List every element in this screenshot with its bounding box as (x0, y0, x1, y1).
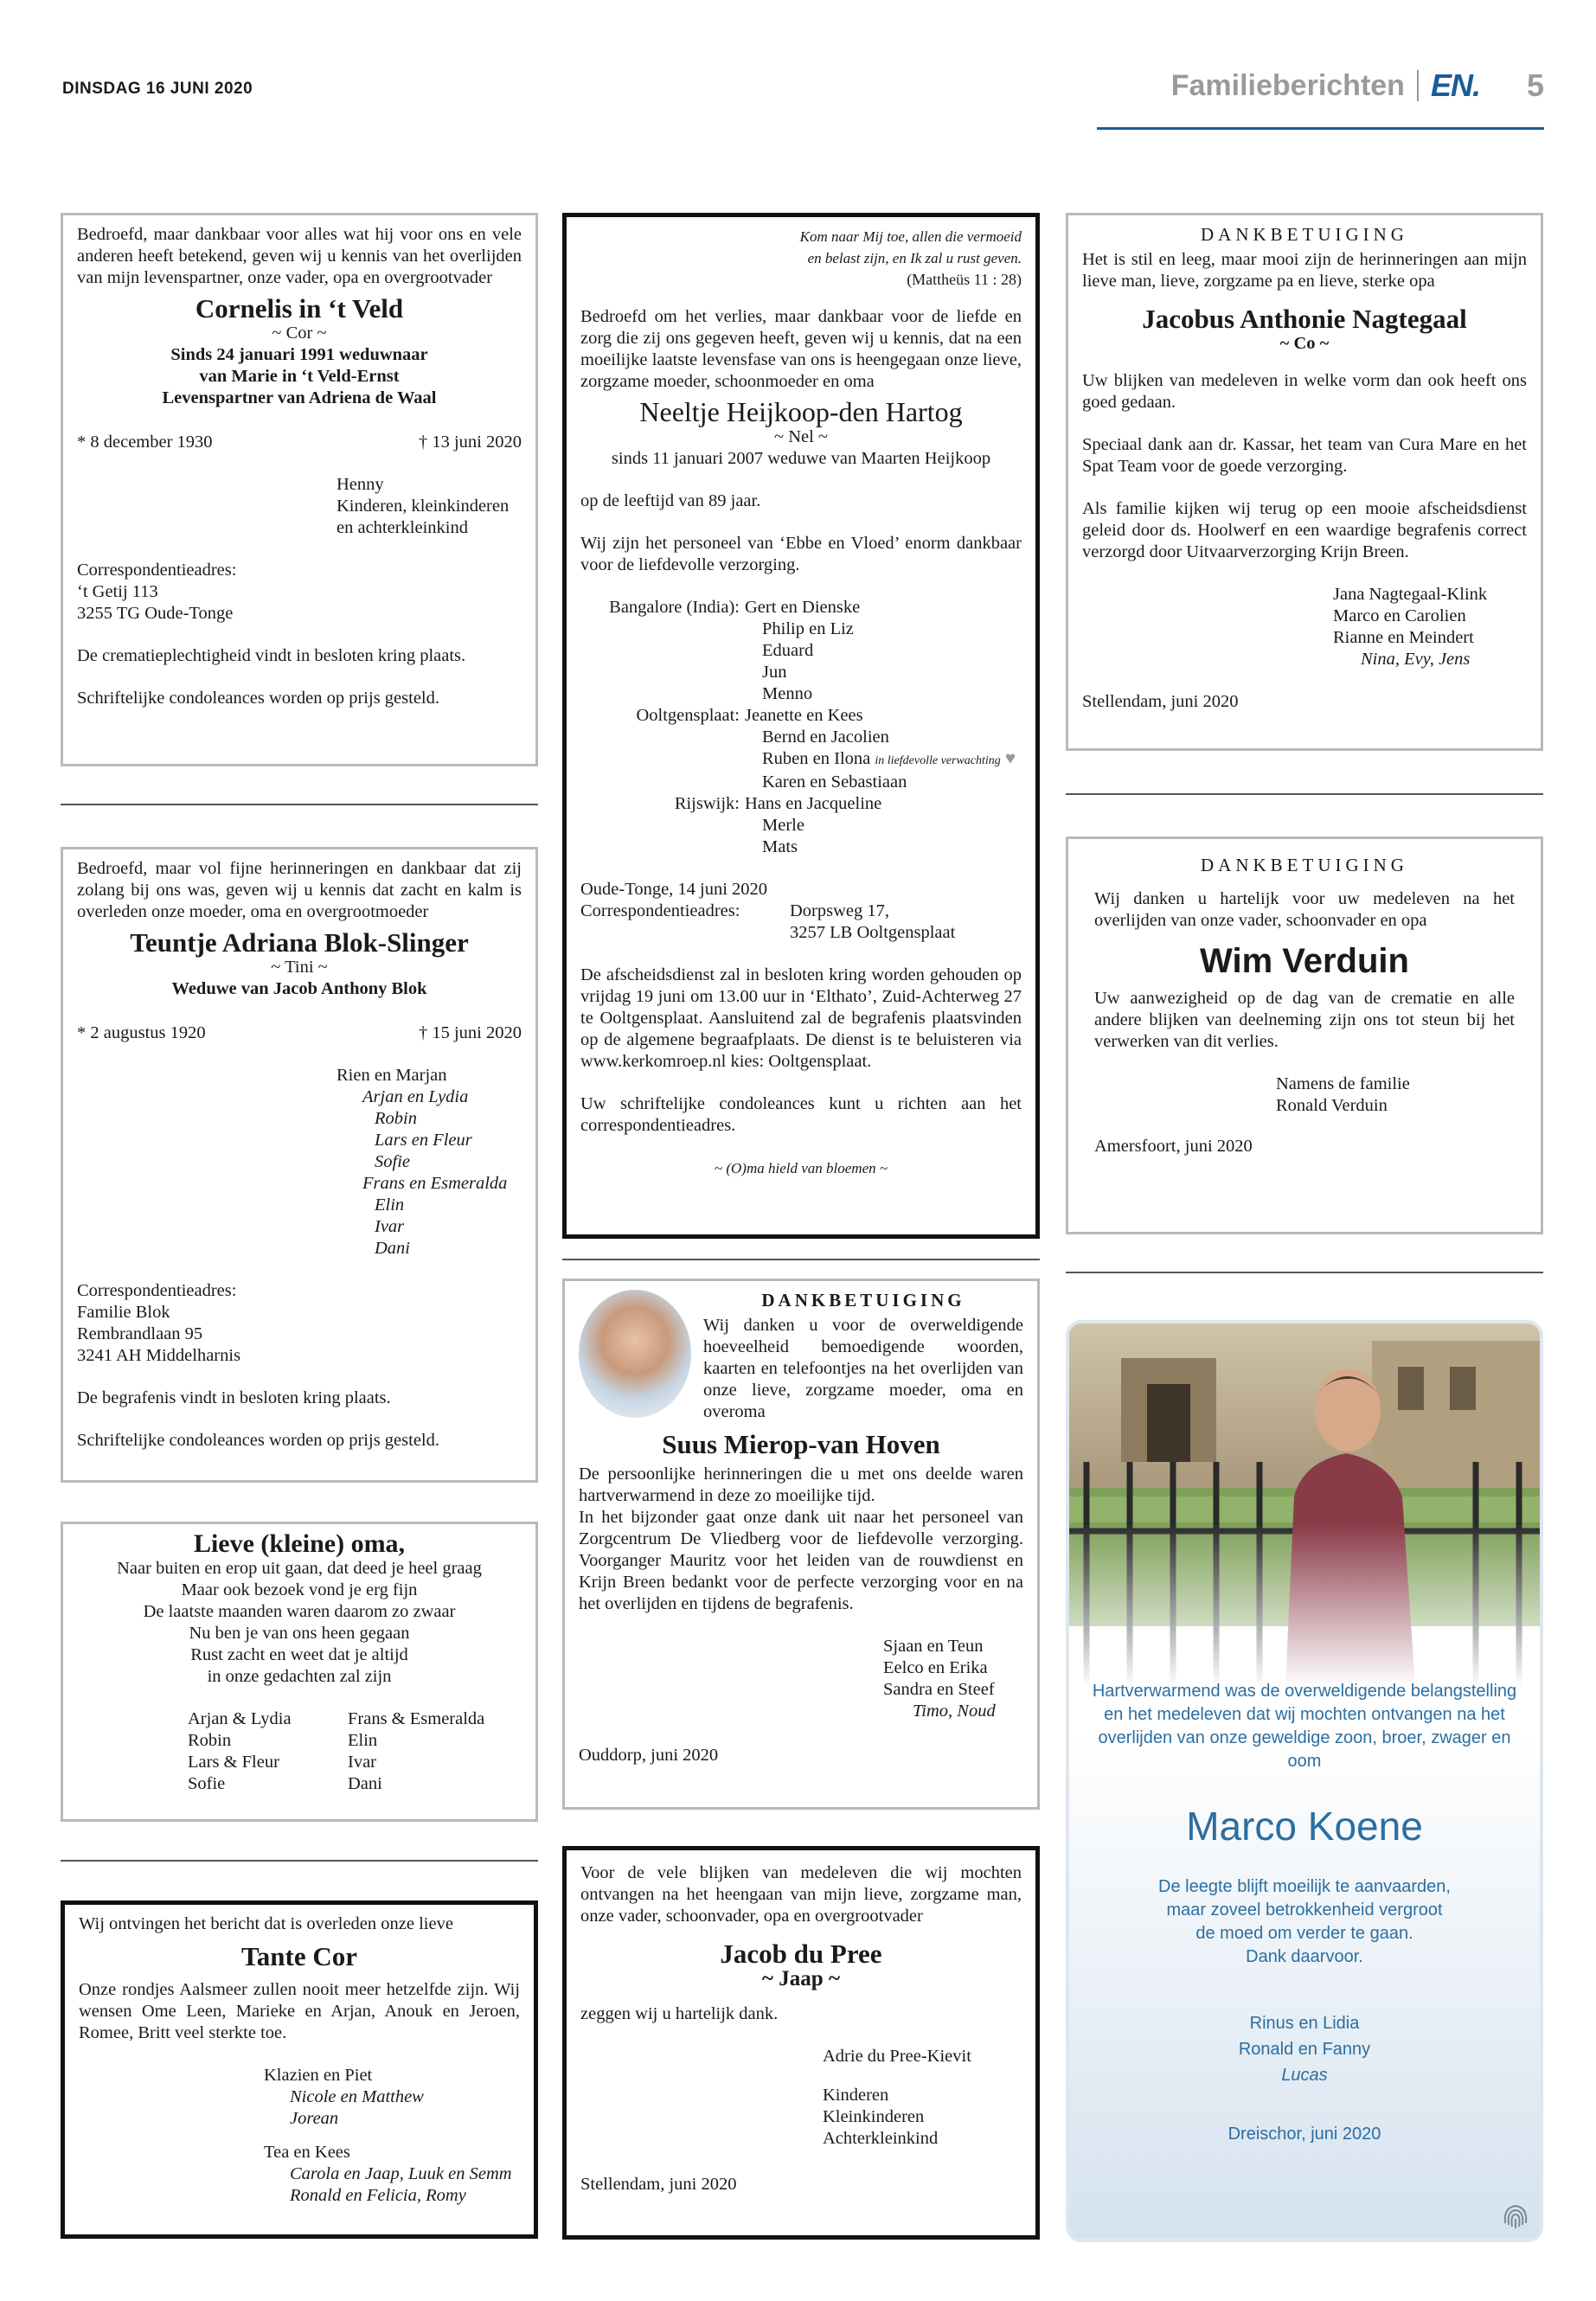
address-line: 3255 TG Oude-Tonge (77, 604, 234, 623)
notice-tante-cor (61, 1900, 538, 2239)
signature-line: Marco en Carolien (1333, 606, 1466, 625)
family-member: Merle (762, 816, 804, 835)
family-member: Mats (762, 837, 798, 856)
signature-line: en achterkleinkind (337, 518, 468, 537)
deceased-name: Wim Verduin (1200, 942, 1409, 980)
signature-line: Sofie (188, 1774, 226, 1793)
signature-block (883, 1636, 1023, 1722)
signature-line: Eelco en Erika (883, 1658, 988, 1677)
notice-marco (1066, 1320, 1543, 2242)
thanks-line: zeggen wij u hartelijk dank. (580, 2004, 779, 2023)
family-member: Ruben en Ilona (762, 749, 871, 768)
verse-line: Kom naar Mij toe, allen die vermoeid (799, 228, 1022, 245)
notice-body: De persoonlijke herinneringen die u met ons deelde waren hartverwarmend in deze zo moeilijke tijd. (579, 1465, 1023, 1505)
notice-jacobus (1066, 213, 1543, 751)
family-member: Menno (762, 684, 813, 703)
death-date: † 13 juni 2020 (418, 433, 522, 452)
verse-reference: (Mattheüs 11 : 28) (907, 271, 1022, 288)
thanks-staff: Wij zijn het personeel van ‘Ebbe en Vloed’ enorm dankbaar voor de liefdevolle verzorging. (580, 534, 1022, 574)
column-divider (61, 804, 538, 805)
signature-line: Ronald Verduin (1276, 1096, 1388, 1115)
notice-body: Uw blijken van medeleven in welke vorm dan ook heeft ons goed gedaan. (1082, 371, 1527, 412)
address-line: Correspondentieadres: (77, 561, 237, 580)
notice-jacob (562, 1846, 1040, 2240)
nickname: ~ Co ~ (1279, 334, 1330, 353)
signature-line: Lars en Fleur (375, 1131, 472, 1150)
newspaper-logo: EN. (1430, 67, 1480, 103)
signature-line: Achterkleinkind (823, 2129, 939, 2148)
page-date: DINSDAG 16 JUNI 2020 (62, 80, 253, 98)
verse-line: en belast zijn, en Ik zal u rust geven. (807, 250, 1022, 266)
body-line: Dank daarvoor. (1246, 1947, 1363, 1966)
deceased-name: Cornelis in ‘t Veld (195, 293, 404, 324)
signature-line: Rinus en Lidia (1249, 2014, 1360, 2033)
notice-wim (1066, 836, 1543, 1234)
notice-lieve-oma (61, 1522, 538, 1822)
signature-line: Elin (348, 1731, 378, 1750)
section-title: Familieberichten (1170, 68, 1405, 102)
signature-line: Robin (188, 1731, 232, 1750)
notice-body: Speciaal dank aan dr. Kassar, het team van Cura Mare en het Spat Team voor de goede verzorging. (1082, 435, 1527, 476)
family-place: Rijswijk: (674, 794, 740, 813)
notice-intro: Wij ontvingen het bericht dat is overleden onze lieve (79, 1914, 453, 1933)
signature-line: Nicole en Matthew (290, 2087, 424, 2106)
family-member: Karen en Sebastiaan (762, 772, 907, 792)
body-line: de moed om verder te gaan. (1195, 1924, 1413, 1943)
portrait-photo (579, 1290, 691, 1418)
signature-block (188, 1708, 522, 1795)
signature-line: Namens de familie (1276, 1074, 1410, 1093)
fingerprint-icon (1500, 2201, 1531, 2232)
column-divider (1066, 793, 1543, 795)
notice-teuntje (61, 847, 538, 1483)
service-details: De afscheidsdienst zal in besloten kring worden gehouden op vrijdag 19 juni om 13.00 uur in ‘Elthato’, Zuid-Achterweg 27 te Ooltgensplaat. Aansluitend zal de begrafenis plaatsvinden op de algemene begraafplaats. De dienst is te beluisteren via www.kerkomroep.nl kies: Ooltgensplaat. (580, 965, 1022, 1071)
nickname: ~ Jaap ~ (762, 1967, 840, 1990)
signature-line: Jorean (290, 2109, 339, 2128)
deceased-name: Jacob du Pree (720, 1939, 882, 1969)
notice-line: van Marie in ‘t Veld-Ernst (199, 367, 400, 386)
address-line: Familie Blok (77, 1303, 170, 1322)
signature-line: Lars & Fleur (188, 1753, 279, 1772)
signature-line: Kleinkinderen (823, 2107, 925, 2126)
signature-line: Robin (375, 1109, 417, 1128)
signature-block (1069, 2010, 1540, 2088)
correspondence-address (77, 560, 522, 625)
notice-line: Levenspartner van Adriena de Waal (162, 388, 437, 407)
family-member: Gert en Dienske (745, 598, 861, 617)
signature-line: Kinderen, kleinkinderen (337, 497, 510, 516)
signature-line: Arjan en Lydia (362, 1087, 469, 1106)
column-divider (1066, 1272, 1543, 1273)
notice-neeltje (562, 213, 1040, 1239)
signature-line: Adrie du Pree-Kievit (823, 2047, 971, 2066)
deceased-name: Neeltje Heijkoop-den Hartog (639, 396, 963, 427)
notice-intro: Het is stil en leeg, maar mooi zijn de herinneringen aan mijn lieve man, lieve, zorgzame pa en lieve, sterke opa (1082, 250, 1527, 291)
notice-heading: DANKBETUIGING (761, 1290, 965, 1311)
address-line: Rembrandlaan 95 (77, 1324, 203, 1343)
correspondence-address (77, 1280, 522, 1367)
death-date: † 15 juni 2020 (418, 1023, 522, 1042)
heart-icon: ♥ (1004, 749, 1016, 768)
signature-line: Kinderen (823, 2086, 889, 2105)
signature-line: Dani (375, 1239, 410, 1258)
ceremony-note: De crematieplechtigheid vindt in besloten kring plaats. (77, 646, 466, 665)
signature-line: Klazien en Piet (264, 2066, 373, 2085)
family-member: Jun (762, 663, 787, 682)
notice-body: Onze rondjes Aalsmeer zullen nooit meer hetzelfde zijn. Wij wensen Ome Leen, Marieke en Arjan, Anouk en Jeroen, Romee, Britt veel sterkte toe. (79, 1980, 520, 2042)
family-member: Jeanette en Kees (745, 706, 863, 725)
notice-intro: Voor de vele blijken van medeleven die wij mochten ontvangen na het heengaan van mijn lieve, zorgzame man, onze vader, schoonvader, opa en overgrootvader (580, 1863, 1022, 1926)
signature-line: Sandra en Steef (883, 1680, 995, 1699)
notice-body: Als familie kijken wij terug op een mooie afscheidsdienst geleid door ds. Hoolwerf en een waardige begrafenis correct verzorgd door Uitvaarverzorging Krijn Breen. (1082, 499, 1527, 561)
notice-place: Dreischor, juni 2020 (1227, 2125, 1381, 2144)
deceased-name: Suus Mierop-van Hoven (662, 1429, 940, 1459)
signature-block (337, 1065, 522, 1259)
deceased-name: Tante Cor (240, 1941, 358, 1971)
signature-line: Elin (375, 1195, 405, 1215)
signature-line: Rianne en Meindert (1333, 628, 1474, 647)
family-place: Ooltgensplaat: (636, 706, 740, 725)
signature-line: Tea en Kees (264, 2143, 350, 2162)
poem-line: Nu ben je van ons heen gegaan (189, 1624, 410, 1643)
signature-block (1333, 584, 1527, 670)
family-member: Hans en Jacqueline (745, 794, 882, 813)
condolences-note: Schriftelijke condoleances worden op prijs gesteld. (77, 1431, 439, 1450)
notice-date: Oude-Tonge, 14 juni 2020 (580, 880, 768, 899)
condolences-note: Schriftelijke condoleances worden op prijs gesteld. (77, 689, 439, 708)
notice-title: Lieve (kleine) oma, (193, 1529, 406, 1558)
notice-place: Stellendam, juni 2020 (1082, 692, 1239, 711)
notice-body (1069, 1875, 1540, 1969)
notice-line: Weduwe van Jacob Anthony Blok (171, 979, 427, 998)
signature-line: Ivar (375, 1217, 405, 1236)
address-line: Correspondentieadres: (77, 1281, 237, 1300)
signature-line: Sjaan en Teun (883, 1637, 984, 1656)
notice-heading: DANKBETUIGING (1201, 224, 1408, 245)
signature-line: Nina, Evy, Jens (1361, 650, 1471, 669)
signature-line: Frans & Esmeralda (348, 1709, 485, 1728)
signature-block (1276, 1074, 1515, 1117)
notice-intro: Bedroefd, maar dankbaar voor alles wat hij voor ons en vele anderen heeft betekend, geven wij u kennis van het overlijden van mijn levenspartner, onze vader, opa en overgrootvader (77, 225, 522, 287)
signature-line: Dani (348, 1774, 382, 1793)
signature-line: Henny (337, 475, 384, 494)
column-divider (61, 1860, 538, 1862)
notice-heading: DANKBETUIGING (1201, 855, 1408, 875)
signature-line: Sofie (375, 1152, 410, 1171)
column-divider (562, 1259, 1040, 1260)
poem (77, 1558, 522, 1688)
poem-line: in onze gedachten zal zijn (207, 1667, 392, 1686)
family-member: Philip en Liz (762, 619, 854, 638)
notice-place: Stellendam, juni 2020 (580, 2175, 737, 2194)
family-member: Bernd en Jacolien (762, 727, 889, 747)
address-label: Correspondentieadres: (580, 901, 740, 920)
signature-line: Jana Nagtegaal-Klink (1333, 585, 1488, 604)
notice-top (579, 1290, 1023, 1423)
signature-block (823, 2046, 1022, 2150)
deceased-name: Teuntje Adriana Blok-Slinger (130, 927, 469, 958)
signature-line: Ronald en Felicia, Romy (290, 2186, 466, 2205)
notice-place: Ouddorp, juni 2020 (579, 1746, 719, 1765)
age-line: op de leeftijd van 89 jaar. (580, 491, 761, 510)
nickname: ~ Tini ~ (271, 958, 328, 977)
notice-suus (562, 1279, 1040, 1810)
nickname: ~ Nel ~ (773, 427, 829, 446)
address-line: ‘t Getij 113 (77, 582, 158, 601)
body-line: De leegte blijft moeilijk te aanvaarden, (1158, 1877, 1451, 1896)
page-number: 5 (1526, 67, 1544, 103)
notice-body: Uw aanwezigheid op de dag van de crematie en alle andere blijken van deelneming zijn ons tot steun bij het verwerken van dit verlies. (1094, 989, 1515, 1051)
address-line: 3257 LB Ooltgensplaat (790, 923, 956, 942)
notice-intro: Bedroefd, maar vol fijne herinneringen en dankbaar dat zij zolang bij ons was, geven wij u kennis dat zacht en kalm is overleden onze moeder, oma en overgrootmoeder (77, 859, 522, 921)
signature-block (337, 474, 522, 539)
body-line: maar zoveel betrokkenheid vergroot (1166, 1900, 1443, 1920)
notice-intro: Bedroefd om het verlies, maar dankbaar voor de liefde en zorg die zij ons gegeven heeft, geven wij u kennis, dat na een moeilijke laatste levensfase van ons is heengegaan onze lieve, zorgzame moeder, schoonmoeder en oma (580, 307, 1022, 391)
notice-line: Sinds 24 januari 1991 weduwnaar (170, 345, 428, 364)
signature-line: Frans en Esmeralda (362, 1174, 508, 1193)
signature-line: Lucas (1281, 2066, 1328, 2085)
correspondence-address (580, 901, 1022, 944)
expecting-note: in liefdevolle verwachting (875, 754, 1001, 767)
notice-intro: Wij danken u hartelijk voor uw medeleven na het overlijden van onze vader, schoonvader en opa (1094, 889, 1515, 930)
notice-place: Amersfoort, juni 2020 (1094, 1137, 1253, 1156)
poem-line: Rust zacht en weet dat je altijd (190, 1645, 408, 1664)
signature-line: Ronald en Fanny (1238, 2040, 1371, 2059)
signature-line: Timo, Noud (913, 1702, 996, 1721)
notice-intro: Hartverwarmend was de overweldigende belangstelling en het medeleven dat wij mochten ontvangen na het overlijden van onze geweldige zoon, broer, zwager en oom (1092, 1682, 1517, 1771)
signature-block (264, 2065, 520, 2207)
address-line: Dorpsweg 17, (790, 901, 890, 920)
family-list (580, 597, 1022, 858)
deceased-name: Jacobus Anthonie Nagtegaal (1142, 304, 1467, 334)
poem-line: De laatste maanden waren daarom zo zwaar (143, 1602, 456, 1621)
ceremony-note: De begrafenis vindt in besloten kring plaats. (77, 1388, 391, 1407)
memorial-photo (1069, 1324, 1543, 1687)
bible-verse (580, 226, 1022, 291)
birth-date: * 8 december 1930 (77, 433, 213, 452)
signature-line: Rien en Marjan (337, 1066, 447, 1085)
header-separator (1417, 70, 1419, 101)
notice-cornelis (61, 213, 538, 766)
birth-date: * 2 augustus 1920 (77, 1023, 206, 1042)
family-place: Bangalore (India): (609, 598, 740, 617)
address-line: 3241 AH Middelharnis (77, 1346, 241, 1365)
notice-intro: Wij danken u voor de overweldigende hoeveelheid bemoedigende woorden, kaarten en telefoontjes na het overlijden van onze lieve, zorgzame moeder, oma en overoma (703, 1316, 1023, 1421)
notice-line: sinds 11 januari 2007 weduwe van Maarten Heijkoop (611, 449, 991, 468)
signature-line: Arjan & Lydia (188, 1709, 292, 1728)
page-header (1171, 67, 1544, 104)
poem-line: Maar ook bezoek vond je erg fijn (181, 1580, 418, 1599)
family-member: Eduard (762, 641, 814, 660)
condolences-note: Uw schriftelijke condoleances kunt u richten aan het correspondentieadres. (580, 1094, 1022, 1135)
poem-line: Naar buiten en erop uit gaan, dat deed je heel graag (117, 1559, 482, 1578)
notice-footer: ~ (O)ma hield van bloemen ~ (714, 1160, 888, 1176)
header-rule (1097, 127, 1544, 130)
nickname: ~ Cor ~ (272, 324, 327, 343)
notice-body: In het bijzonder gaat onze dank uit naar het personeel van Zorgcentrum De Vliedberg voor de liefdevolle verzorging. Voorganger Mauritz voor het leiden van de rouwdienst en Krijn Breen bedankt voor de perfecte verzorging voor en na het overlijden en tijdens de begrafenis. (579, 1508, 1023, 1613)
signature-line: Ivar (348, 1753, 377, 1772)
deceased-name: Marco Koene (1186, 1804, 1423, 1849)
signature-line: Carola en Jaap, Luuk en Semm (290, 2164, 512, 2183)
